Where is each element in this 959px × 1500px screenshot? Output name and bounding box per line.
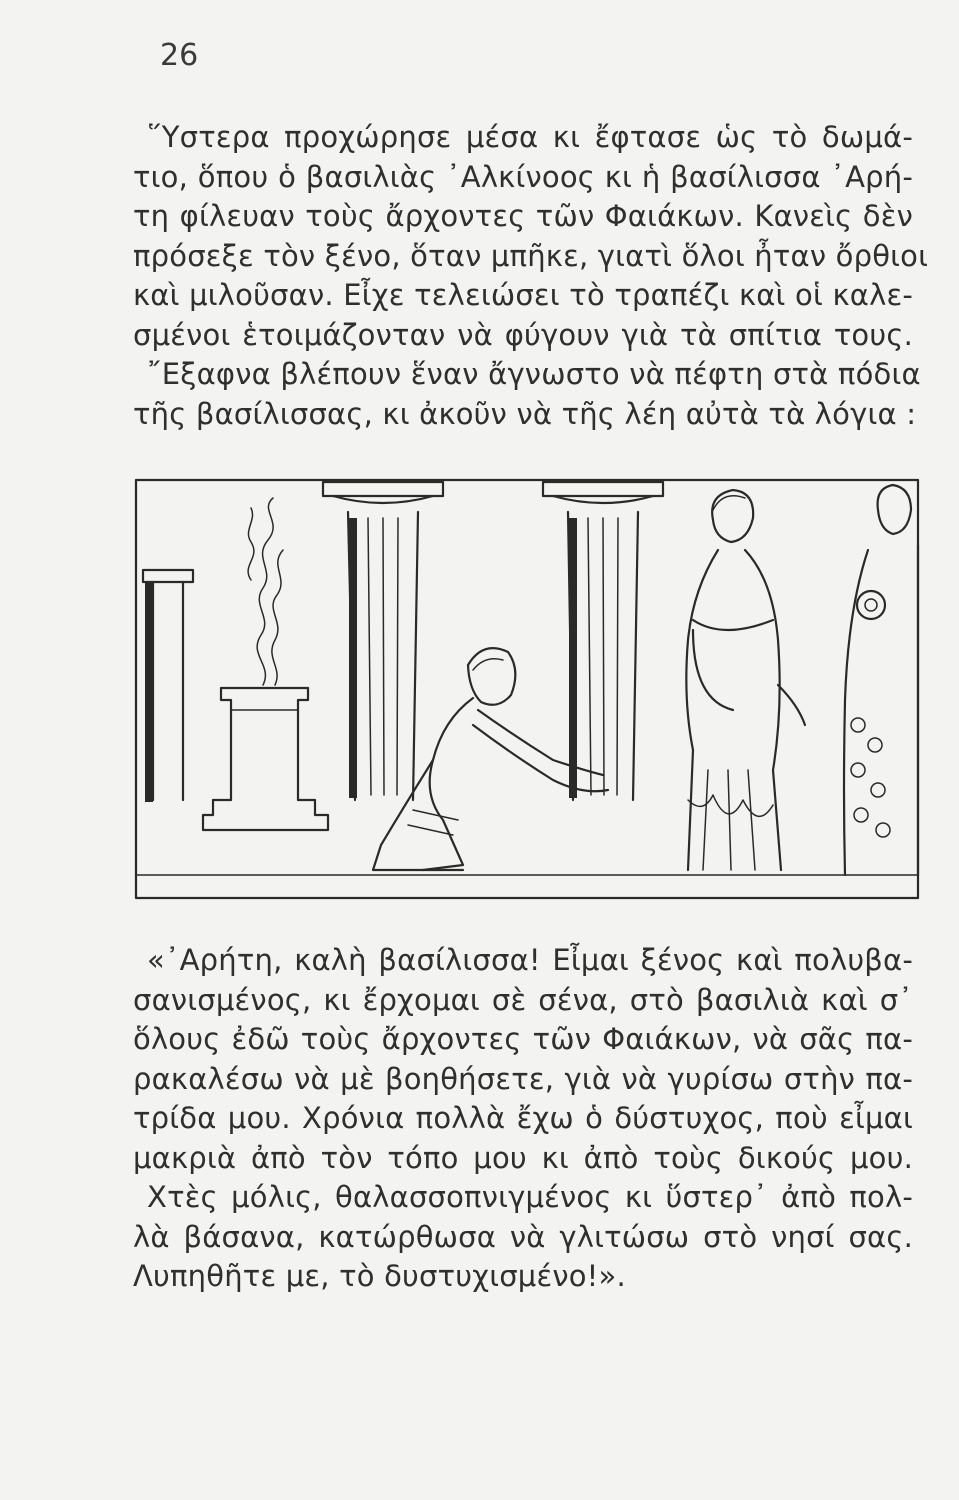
text-line: σανισμένος, κι ἔρχομαι σὲ σένα, στὸ βασιλιὰ καὶ σ᾿ <box>133 982 913 1017</box>
text-line: τη φίλευαν τοὺς ἄρχοντες τῶν Φαιάκων. Κανεὶς δὲν <box>133 199 913 233</box>
standing-queen-figure <box>686 490 805 870</box>
text-line: «᾿Αρήτη, καλὴ βασίλισσα! Εἶμαι ξένος καὶ πολυβα- <box>147 943 913 977</box>
text-line: ρακαλέσω νὰ μὲ βοηθήσετε, γιὰ νὰ γυρίσω στὴν πα- <box>133 1061 913 1096</box>
text-line: Λυπηθῆτε με, τὸ δυστυχισμένο!». <box>133 1259 626 1293</box>
wall-pilaster <box>143 570 193 802</box>
text-line: σμένοι ἑτοιμάζονταν νὰ φύγουν γιὰ τὰ σπίτια τους. <box>133 317 913 352</box>
text-line: πρόσεξε τὸν ξένο, ὅταν μπῆκε, γιατὶ ὅλοι ἦταν ὄρθιοι <box>133 238 929 273</box>
text-line: τῆς βασίλισσας, κι ἀκοῦν νὰ τῆς λέη αὐτὰ τὰ λόγια : <box>133 396 917 431</box>
page-number: 26 <box>160 38 199 73</box>
text-line: μακριὰ ἀπὸ τὸν τόπο μου κι ἀπὸ τοὺς δικούς μου. <box>133 1140 913 1175</box>
altar <box>203 498 328 830</box>
doric-column <box>323 482 443 800</box>
palace-illustration <box>133 470 923 902</box>
doric-column <box>543 482 663 800</box>
intro-paragraph <box>133 118 929 434</box>
text-line: λὰ βάσανα, κατώρθωσα νὰ γλιτώσω στὸ νησί σας. <box>133 1219 913 1254</box>
text-line: Χτὲς μόλις, θαλασσοπνιγμένος κι ὕστερ᾿ ἀπὸ πολ- <box>147 1180 913 1214</box>
text-line: ῎Εξαφνα βλέπουν ἕναν ἄγνωστο νὰ πέφτη στὰ πόδια <box>147 357 921 391</box>
text-line: τρίδα μου. Χρόνια πολλὰ ἔχω ὁ δύστυχος, ποὺ εἶμαι <box>133 1101 913 1135</box>
standing-king-figure <box>844 485 918 875</box>
text-line: τιο, ὅπου ὁ βασιλιὰς ᾿Αλκίνοος κι ἡ βασίλισσα ᾿Αρή- <box>133 159 913 194</box>
text-line: καὶ μιλοῦσαν. Εἶχε τελειώσει τὸ τραπέζι καὶ οἱ καλε- <box>133 278 913 312</box>
text-line: ὅλους ἐδῶ τοὺς ἄρχοντες τῶν Φαιάκων, νὰ σᾶς πα- <box>133 1022 913 1056</box>
text-line: ῞Υστερα προχώρησε μέσα κι ἔφτασε ὡς τὸ δωμά- <box>147 120 913 154</box>
speech-paragraph <box>133 941 913 1297</box>
line-drawing <box>133 470 923 902</box>
